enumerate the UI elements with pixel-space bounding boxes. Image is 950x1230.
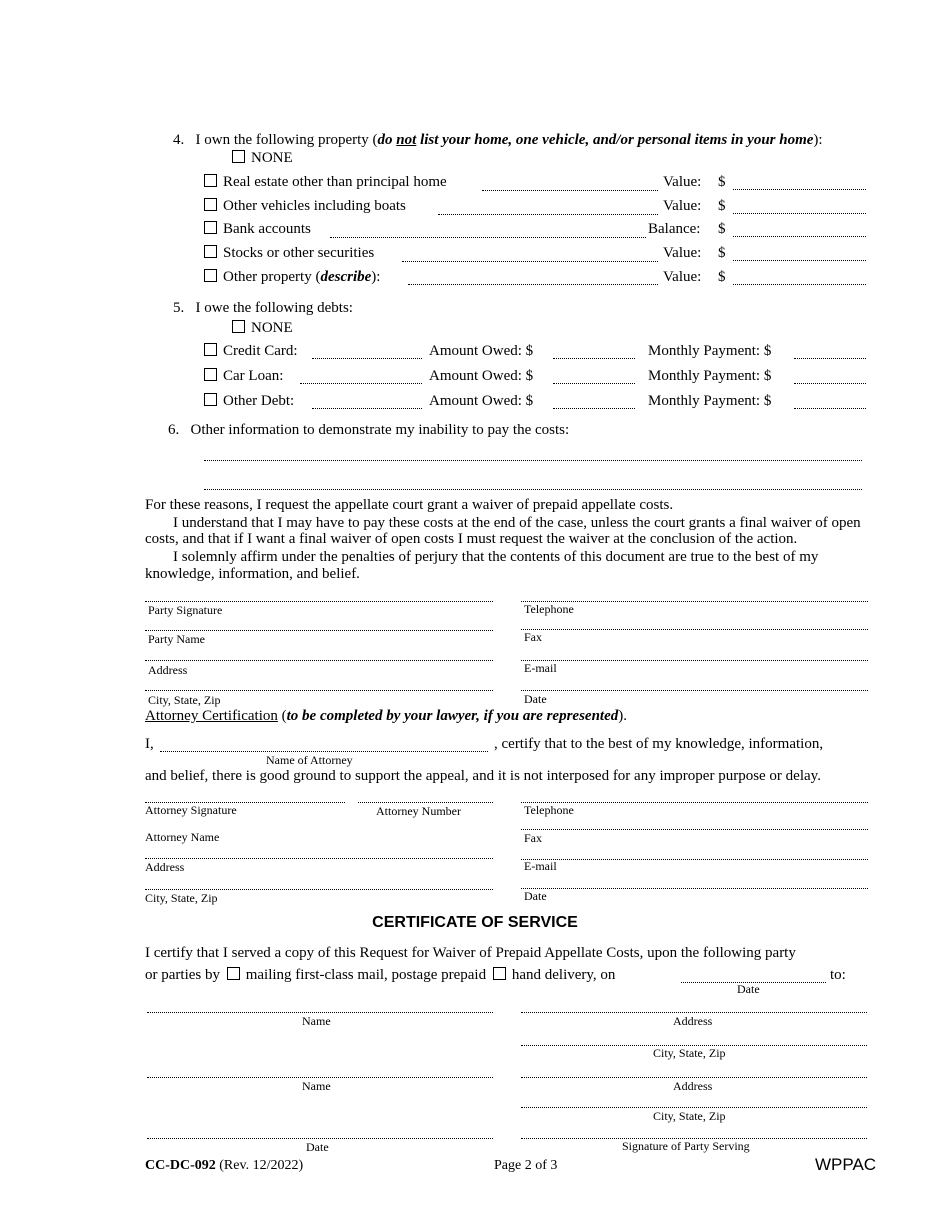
service-line-2: or parties by mailing first-class mail, postage prepaid hand delivery, on [145, 967, 616, 983]
party-date-label: Date [524, 692, 547, 706]
currency-sign: $ [718, 174, 726, 190]
party-name-label: Party Name [148, 632, 205, 646]
monthly-payment-field[interactable] [794, 408, 866, 409]
service-name-label-2: Name [302, 1079, 331, 1093]
service-name-field-2[interactable] [147, 1077, 493, 1078]
service-city-field-2[interactable] [521, 1107, 867, 1108]
attorney-email-field[interactable] [521, 859, 868, 860]
currency-sign: $ [718, 269, 726, 285]
other-info-line-1[interactable] [204, 460, 862, 461]
attorney-signature-label: Attorney Signature [145, 803, 237, 817]
party-address-label: Address [148, 663, 188, 677]
party-city-label: City, State, Zip [148, 693, 221, 707]
property-row-bank[interactable]: Bank accounts [204, 221, 311, 238]
checkbox-icon[interactable] [204, 198, 217, 211]
leader-dots [330, 237, 646, 238]
attorney-heading: Attorney Certification (to be completed by your lawyer, if you are represented). [145, 708, 627, 724]
value-field-vehicles[interactable] [733, 213, 866, 214]
attorney-cert-line1: , certify that to the best of my knowledge, information, [494, 736, 824, 752]
checkbox-icon[interactable] [232, 320, 245, 333]
party-telephone-label: Telephone [524, 602, 574, 616]
amount-owed-field[interactable] [553, 358, 635, 359]
party-email-field[interactable] [521, 660, 868, 661]
checkbox-icon[interactable] [232, 150, 245, 163]
hand-delivery-checkbox-icon[interactable] [493, 967, 506, 980]
attorney-name-field[interactable] [160, 751, 488, 752]
value-label: Value: [663, 269, 702, 285]
other-debt-field[interactable] [312, 408, 422, 409]
debts-none-option[interactable]: NONE [232, 320, 293, 337]
attorney-name-caption: Name of Attorney [266, 753, 353, 767]
checkbox-icon[interactable] [204, 368, 217, 381]
service-city-label-2: City, State, Zip [653, 1109, 726, 1123]
debt-row-other[interactable]: Other Debt: [204, 393, 294, 410]
attorney-name-label: Attorney Name [145, 830, 220, 844]
property-row-vehicles[interactable]: Other vehicles including boats [204, 198, 406, 215]
party-fax-label: Fax [524, 630, 542, 644]
mail-checkbox-icon[interactable] [227, 967, 240, 980]
debt-row-car-loan[interactable]: Car Loan: [204, 368, 283, 385]
service-to: to: [830, 967, 846, 983]
balance-label: Balance: [648, 221, 701, 237]
currency-sign: $ [718, 221, 726, 237]
attorney-city-field[interactable] [145, 889, 493, 890]
service-name-field-1[interactable] [147, 1012, 493, 1013]
attorney-number-field[interactable] [358, 802, 493, 803]
checkbox-icon[interactable] [204, 221, 217, 234]
checkbox-icon[interactable] [204, 174, 217, 187]
attorney-address-label: Address [145, 860, 185, 874]
attorney-telephone-label: Telephone [524, 803, 574, 817]
car-loan-field[interactable] [300, 383, 422, 384]
checkbox-icon[interactable] [204, 245, 217, 258]
value-label: Value: [663, 198, 702, 214]
footer-page-number: Page 2 of 3 [494, 1158, 558, 1173]
service-address-field-2[interactable] [521, 1077, 867, 1078]
property-number: 4. [173, 132, 185, 148]
attorney-email-label: E-mail [524, 859, 557, 873]
attorney-date-field[interactable] [521, 888, 868, 889]
service-address-label-2: Address [673, 1079, 713, 1093]
value-label: Value: [663, 174, 702, 190]
amount-owed-label: Amount Owed: $ [429, 343, 534, 359]
service-line-1: I certify that I served a copy of this Request for Waiver of Prepaid Appellate Costs, upon the following party [145, 945, 796, 961]
leader-dots [438, 214, 658, 215]
currency-sign: $ [718, 198, 726, 214]
request-paragraph-2a: I understand that I may have to pay these costs at the end of the case, unless the court grants a final waiver of open [173, 515, 861, 531]
request-paragraph-1: For these reasons, I request the appellate court grant a waiver of prepaid appellate costs. [145, 497, 674, 513]
monthly-payment-label: Monthly Payment: $ [648, 368, 772, 384]
footer-code: WPPAC [815, 1155, 877, 1174]
party-fax-field[interactable] [521, 629, 868, 630]
attorney-city-label: City, State, Zip [145, 891, 218, 905]
monthly-payment-field[interactable] [794, 383, 866, 384]
credit-card-field[interactable] [312, 358, 422, 359]
monthly-payment-field[interactable] [794, 358, 866, 359]
party-address-field[interactable] [145, 660, 493, 661]
property-intro: 4. I own the following property (do not list your home, one vehicle, and/or personal items in your home): [173, 132, 823, 148]
service-date-field-2[interactable] [147, 1138, 493, 1139]
footer-form-id: CC-DC-092 (Rev. 12/2022) [145, 1158, 304, 1173]
checkbox-icon[interactable] [204, 393, 217, 406]
other-info-label: 6. Other information to demonstrate my inability to pay the costs: [168, 422, 570, 438]
service-name-label-1: Name [302, 1014, 331, 1028]
other-info-line-2[interactable] [204, 489, 862, 490]
currency-sign: $ [718, 245, 726, 261]
party-signature-field[interactable] [145, 601, 493, 602]
attorney-number-label: Attorney Number [376, 804, 461, 818]
monthly-payment-label: Monthly Payment: $ [648, 393, 772, 409]
attorney-fax-label: Fax [524, 831, 542, 845]
amount-owed-label: Amount Owed: $ [429, 393, 534, 409]
monthly-payment-label: Monthly Payment: $ [648, 343, 772, 359]
service-city-label-1: City, State, Zip [653, 1046, 726, 1060]
service-address-label-1: Address [673, 1014, 713, 1028]
service-signature-label: Signature of Party Serving [622, 1139, 750, 1153]
value-label: Value: [663, 245, 702, 261]
leader-dots [402, 261, 658, 262]
property-row-real-estate[interactable]: Real estate other than principal home [204, 174, 447, 191]
value-field-real-estate[interactable] [733, 189, 866, 190]
service-title: CERTIFICATE OF SERVICE [372, 914, 578, 931]
leader-dots [482, 190, 658, 191]
other-property-description-field[interactable] [408, 284, 658, 285]
checkbox-icon[interactable] [204, 343, 217, 356]
attorney-date-label: Date [524, 889, 547, 903]
value-field-stocks[interactable] [733, 260, 866, 261]
attorney-fax-field[interactable] [521, 829, 868, 830]
debt-row-credit-card[interactable]: Credit Card: [204, 343, 298, 360]
service-date-label: Date [306, 1140, 329, 1154]
property-none-option[interactable]: NONE [232, 150, 293, 167]
value-field-bank[interactable] [733, 236, 866, 237]
service-date-caption: Date [737, 982, 760, 996]
party-city-field[interactable] [145, 690, 493, 691]
property-row-stocks[interactable]: Stocks or other securities [204, 245, 374, 262]
party-name-field[interactable] [145, 630, 493, 631]
request-paragraph-2b: costs, and that if I want a final waiver of open costs I must request the waiver at the conclusion of the action. [145, 531, 798, 547]
request-paragraph-3b: knowledge, information, and belief. [145, 566, 360, 582]
debts-intro: 5. I owe the following debts: [173, 300, 353, 316]
service-address-field-1[interactable] [521, 1012, 867, 1013]
party-signature-label: Party Signature [148, 603, 223, 617]
party-email-label: E-mail [524, 661, 557, 675]
attorney-cert-line2: and belief, there is good ground to support the appeal, and it is not interposed for any improper purpose or delay. [145, 768, 821, 784]
attorney-cert-i: I, [145, 736, 154, 752]
amount-owed-label: Amount Owed: $ [429, 368, 534, 384]
value-field-other[interactable] [733, 284, 866, 285]
party-date-field[interactable] [521, 690, 868, 691]
property-row-other[interactable]: Other property (describe): [204, 269, 380, 286]
amount-owed-field[interactable] [553, 383, 635, 384]
amount-owed-field[interactable] [553, 408, 635, 409]
request-paragraph-3a: I solemnly affirm under the penalties of perjury that the contents of this document are true to the best of my [173, 549, 819, 565]
checkbox-icon[interactable] [204, 269, 217, 282]
attorney-address-field[interactable] [145, 858, 493, 859]
